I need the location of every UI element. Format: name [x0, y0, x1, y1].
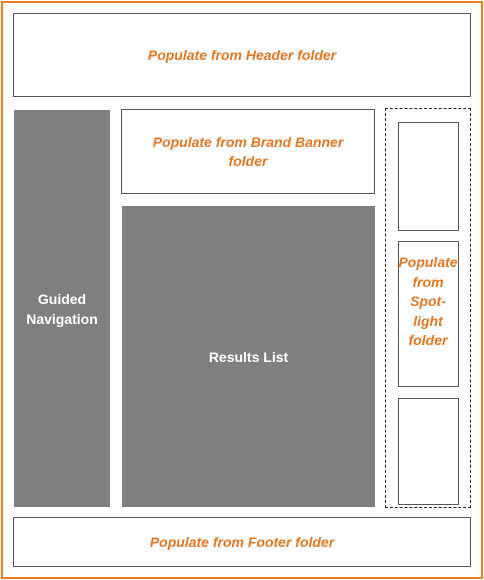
footer-label: Populate from Footer folder	[149, 533, 335, 550]
brand-banner-label: Populate from Brand Banner folder	[152, 133, 344, 169]
spotlight-slot-bottom	[398, 398, 459, 505]
spotlight-label: Populate from Spot- light folder	[398, 254, 458, 348]
spotlight-slot-top	[398, 122, 459, 231]
brand-banner-region	[121, 109, 375, 194]
spotlight-region	[385, 108, 471, 508]
guided-navigation-label: Guided Navigation	[26, 290, 98, 327]
results-list-label: Results List	[208, 348, 289, 365]
header-label: Populate from Header folder	[147, 46, 337, 63]
header-region	[13, 13, 471, 97]
results-list-panel	[122, 206, 375, 507]
guided-navigation-panel	[14, 110, 110, 507]
footer-region	[13, 517, 471, 567]
